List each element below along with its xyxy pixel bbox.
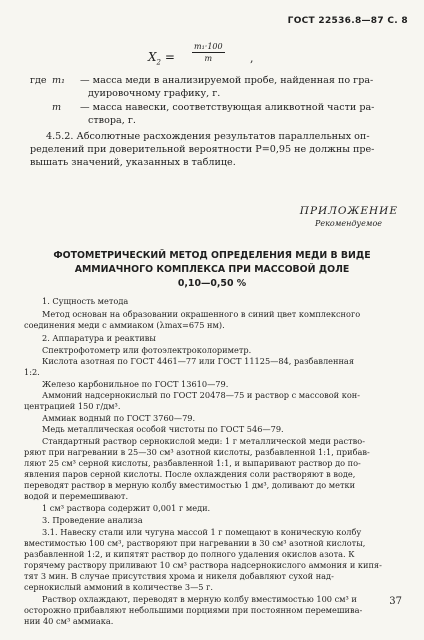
where-m-line2: створа, г. (88, 115, 136, 126)
where-m1-line2: дуировочному графику, г. (88, 88, 221, 99)
formula-fraction (192, 42, 225, 63)
s3-line2: вместимостью 100 см³, растворяют при нагревании в 30 см³ азотной кислоты, (24, 538, 366, 548)
formula-lhs-main: X (148, 50, 157, 64)
s2-line5: Аммоний надсернокислый по ГОСТ 20478—75 и раствор с массовой кон- (42, 390, 361, 400)
s2-line14: водой и перемешивают. (24, 491, 129, 501)
title-line-1: ФОТОМЕТРИЧЕСКИЙ МЕТОД ОПРЕДЕЛЕНИЯ МЕДИ В ВИДЕ (53, 250, 371, 261)
title-line-2: АММИАЧНОГО КОМПЛЕКСА ПРИ МАССОВОЙ ДОЛЕ (74, 264, 350, 275)
page-number: 37 (389, 596, 402, 607)
document-title (20, 249, 404, 291)
s2-line1: Спектрофотометр или фотоэлектроколориметр. (42, 345, 252, 355)
s2-line13: переводят раствор в мерную колбу вместимостью 1 дм³, доливают до метки (24, 480, 356, 490)
s1-line1: Метод основан на образовании окрашенного в синий цвет комплексного (42, 309, 361, 319)
s3-line3: разбавленной 1:2, и кипятят раствор до полного удаления окислов азота. К (24, 549, 355, 559)
formula-lhs (148, 50, 175, 66)
formula-denominator: m (204, 54, 213, 63)
s3-line4: горячему раствору приливают 10 см³ раствора надсернокислого аммония и кипя- (24, 560, 382, 570)
s2-line2: Кислота азотная по ГОСТ 4461—77 или ГОСТ 11125—84, разбавленная (42, 356, 354, 366)
title-line-3: 0,10—0,50 % (177, 278, 247, 289)
appendix-note: Рекомендуемое (315, 219, 382, 228)
s2-line9: Стандартный раствор сернокислой меди: 1 г металлической меди раство- (42, 436, 365, 446)
s2-line10: ряют при нагревании в 25—30 см³ азотной кислоты, разбавленной 1:1, прибав- (24, 447, 370, 457)
s2-line8: Медь металлическая особой чистоты по ГОСТ 546—79. (42, 424, 284, 434)
formula-eq: = (164, 50, 175, 64)
para-4-5-2-line1: 4.5.2. Абсолютные расхождения результатов параллельных оп- (46, 131, 370, 142)
where-prefix: где (30, 75, 47, 86)
s2-line4: Железо карбонильное по ГОСТ 13610—79. (42, 379, 229, 389)
para-4-5-2-line2: ределений при доверительной вероятности P=0,95 не должны пре- (30, 144, 375, 155)
s3-line9: нии 40 см³ аммиака. (24, 616, 114, 626)
where-m1-symbol: m₁ (52, 75, 65, 86)
s2-line11: ляют 25 см³ серной кислоты, разбавленной 1:1, и выпаривают раствор до по- (24, 458, 361, 468)
s2-line12: явления паров серной кислоты. После охлаждения соли растворяют в воде, (24, 469, 356, 479)
s3-heading: 3. Проведение анализа (42, 515, 143, 525)
s1-line2: соединения меди с аммиаком (λmax=675 нм). (24, 320, 225, 330)
where-m1-line1: — масса меди в анализируемой пробе, найденная по гра- (80, 75, 374, 86)
appendix-title: ПРИЛОЖЕНИЕ (299, 205, 398, 217)
s1-heading: 1. Сущность метода (42, 296, 129, 306)
where-m-symbol: m (52, 102, 62, 113)
s3-line8: осторожно прибавляют небольшими порциями при постоянном перемешива- (24, 605, 363, 615)
s2-line3: 1:2. (24, 367, 40, 377)
s2-line6: центрацией 150 г/дм³. (24, 401, 121, 411)
s3-line5: тят 3 мин. В случае присутствия хрома и никеля добавляют сухой над- (24, 571, 334, 581)
para-4-5-2-line3: вышать значений, указанных в таблице. (30, 157, 236, 168)
s3-line7: Раствор охлаждают, переводят в мерную колбу вместимостью 100 см³ и (42, 594, 357, 604)
formula-numerator: m₁·100 (194, 42, 223, 51)
s3-line1: 3.1. Навеску стали или чугуна массой 1 г помещают в коническую колбу (42, 527, 362, 537)
page-header: ГОСТ 22536.8—87 С. 8 (287, 16, 408, 26)
s3-line6: сернокислый аммоний в количестве 3—5 г. (24, 582, 213, 592)
s2-line15: 1 см³ раствора содержит 0,001 г меди. (42, 503, 211, 513)
s2-line7: Аммиак водный по ГОСТ 3760—79. (42, 413, 196, 423)
formula-lhs-sub: 2 (156, 58, 162, 67)
where-m-line1: — масса навески, соответствующая аликвотной части ра- (80, 102, 375, 113)
s2-heading: 2. Аппаратура и реактивы (42, 333, 156, 343)
formula-comma: , (250, 52, 254, 65)
formula (0, 42, 424, 72)
